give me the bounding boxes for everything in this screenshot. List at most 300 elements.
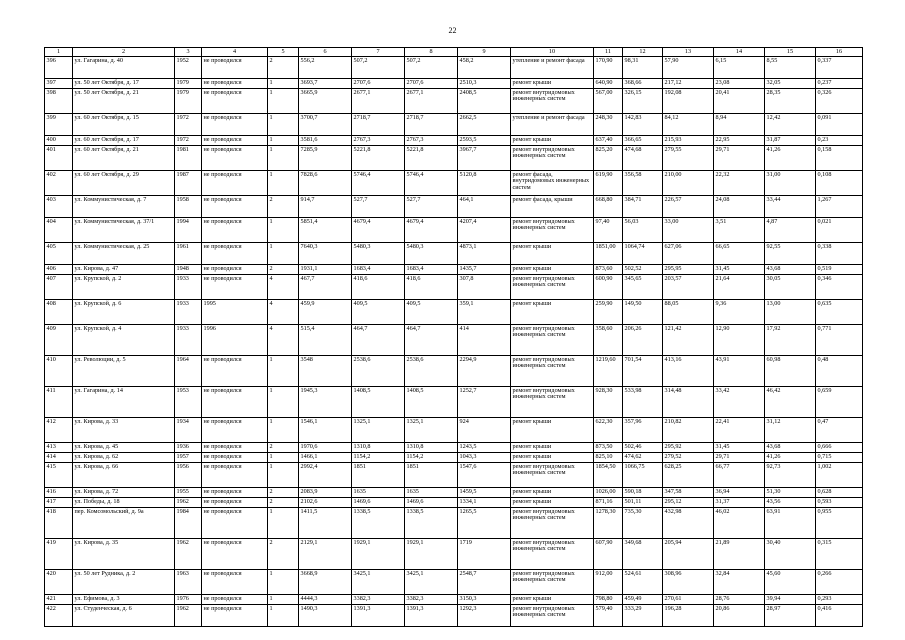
table-row [45,114,863,136]
cell-residential-area: 409,5 [405,300,458,325]
cell-floors: 1 [268,356,299,387]
table-row [45,171,863,196]
cell-fund-share: 474,68 [623,146,663,171]
cell-address: ул. 60 лет Октября, д. 21 [73,146,175,171]
cell-row-number: 418 [45,508,73,539]
cell-living-area: 2707,6 [352,79,405,89]
cell-owners-share: 12,42 [765,114,816,136]
table-row [45,275,863,300]
cell-floors: 2 [268,539,299,570]
cell-cost-per-sqm: 0,771 [816,325,863,356]
cell-private-area: 3150,3 [458,595,511,605]
cell-residential-area: 507,2 [405,57,458,79]
cell-build-year: 1933 [175,325,202,356]
table-row [45,488,863,498]
cell-build-year: 1957 [175,453,202,463]
cell-cost-per-sqm: 0,48 [816,356,863,387]
cell-municipal-share: 32,84 [714,570,765,595]
cell-private-area: 359,1 [458,300,511,325]
cell-last-repair-year: не проводился [202,196,268,218]
cell-row-number: 397 [45,79,73,89]
cell-row-number: 421 [45,595,73,605]
cell-cost-total: 1851,00 [594,243,623,265]
cell-residential-area: 464,7 [405,325,458,356]
cell-last-repair-year: не проводился [202,218,268,243]
cell-last-repair-year: не проводился [202,418,268,443]
cell-fund-share: 142,83 [623,114,663,136]
cell-living-area: 2538,6 [352,356,405,387]
cell-region-share: 217,12 [663,79,714,89]
cell-municipal-share: 31,45 [714,265,765,275]
cell-owners-share: 31,87 [765,136,816,146]
cell-region-share: 432,98 [663,508,714,539]
cell-owners-share: 41,26 [765,146,816,171]
cell-last-repair-year: не проводился [202,79,268,89]
column-number: 11 [594,48,623,57]
cell-cost-total: 579,40 [594,605,623,627]
cell-repair-type: утепление и ремонт фасада [511,57,594,79]
cell-cost-per-sqm: 0,337 [816,57,863,79]
cell-living-area: 3382,3 [352,595,405,605]
cell-address: ул. 60 лет Октября, д. 15 [73,114,175,136]
cell-living-area: 409,5 [352,300,405,325]
cell-fund-share: 333,29 [623,605,663,627]
cell-repair-type: ремонт фасада, внутридомовых инженерных систем [511,171,594,196]
cell-address: ул. Революции, д. 5 [73,356,175,387]
cell-row-number: 404 [45,218,73,243]
cell-fund-share: 345,65 [623,275,663,300]
cell-build-year: 1981 [175,146,202,171]
cell-address: ул. Кирова, д. 47 [73,265,175,275]
cell-build-year: 1933 [175,300,202,325]
cell-municipal-share: 8,94 [714,114,765,136]
cell-fund-share: 356,58 [623,171,663,196]
cell-address: ул. 60 лет Октября, д. 29 [73,171,175,196]
cell-cost-total: 600,90 [594,275,623,300]
cell-floors: 2 [268,443,299,453]
cell-floors: 1 [268,136,299,146]
cell-residential-area: 1338,5 [405,508,458,539]
column-number: 14 [714,48,765,57]
cell-build-year: 1961 [175,243,202,265]
cell-fund-share: 349,68 [623,539,663,570]
cell-last-repair-year: не проводился [202,570,268,595]
cell-owners-share: 13,00 [765,300,816,325]
cell-fund-share: 502,52 [623,265,663,275]
cell-municipal-share: 22,95 [714,136,765,146]
cell-build-year: 1976 [175,595,202,605]
cell-cost-total: 567,00 [594,89,623,114]
cell-cost-per-sqm: 0,326 [816,89,863,114]
cell-living-area: 1391,3 [352,605,405,627]
cell-residential-area: 2707,6 [405,79,458,89]
cell-fund-share: 590,18 [623,488,663,498]
cell-cost-per-sqm: 0,091 [816,114,863,136]
cell-repair-type: ремонт внутридомовых инженерных систем [511,356,594,387]
cell-private-area: 1547,6 [458,463,511,488]
cell-fund-share: 502,46 [623,443,663,453]
cell-private-area: 2294,9 [458,356,511,387]
cell-row-number: 403 [45,196,73,218]
table-row [45,79,863,89]
cell-living-area: 1154,2 [352,453,405,463]
cell-row-number: 410 [45,356,73,387]
cell-row-number: 398 [45,89,73,114]
cell-row-number: 417 [45,498,73,508]
cell-last-repair-year: 1996 [202,325,268,356]
cell-row-number: 402 [45,171,73,196]
cell-cost-total: 97,40 [594,218,623,243]
cell-municipal-share: 3,51 [714,218,765,243]
cell-municipal-share: 31,37 [714,498,765,508]
cell-owners-share: 43,56 [765,498,816,508]
cell-municipal-share: 21,89 [714,539,765,570]
cell-floors: 1 [268,79,299,89]
cell-repair-type: ремонт внутридомовых инженерных систем [511,539,594,570]
cell-floors: 1 [268,171,299,196]
cell-row-number: 420 [45,570,73,595]
cell-fund-share: 459,49 [623,595,663,605]
cell-private-area: 5120,8 [458,171,511,196]
table-row [45,218,863,243]
cell-fund-share: 524,61 [623,570,663,595]
cell-total-area: 3700,7 [299,114,352,136]
column-number: 10 [511,48,594,57]
cell-build-year: 1955 [175,488,202,498]
cell-residential-area: 1469,6 [405,498,458,508]
cell-owners-share: 30,05 [765,275,816,300]
cell-address: ул. 50 лет Октября, д. 17 [73,79,175,89]
cell-repair-type: ремонт внутридомовых инженерных систем [511,275,594,300]
cell-address: ул. Коммунистическая, д. 7 [73,196,175,218]
cell-address: ул. Кирова, д. 33 [73,418,175,443]
cell-build-year: 1936 [175,443,202,453]
cell-floors: 2 [268,57,299,79]
cell-address: ул. Кирова, д. 72 [73,488,175,498]
cell-floors: 1 [268,243,299,265]
cell-living-area: 3425,1 [352,570,405,595]
cell-last-repair-year: не проводился [202,508,268,539]
cell-municipal-share: 29,71 [714,146,765,171]
column-number: 8 [405,48,458,57]
cell-total-area: 2083,9 [299,488,352,498]
cell-owners-share: 46,42 [765,387,816,418]
cell-municipal-share: 33,42 [714,387,765,418]
cell-private-area: 4207,4 [458,218,511,243]
cell-repair-type: ремонт внутридомовых инженерных систем [511,508,594,539]
cell-living-area: 4679,4 [352,218,405,243]
cell-residential-area: 1391,3 [405,605,458,627]
cell-cost-per-sqm: 0,237 [816,79,863,89]
cell-living-area: 464,7 [352,325,405,356]
cell-living-area: 5221,8 [352,146,405,171]
cell-total-area: 7828,6 [299,171,352,196]
cell-repair-type: ремонт крыши [511,498,594,508]
cell-private-area: 1252,7 [458,387,511,418]
cell-private-area: 1292,3 [458,605,511,627]
cell-living-area: 1469,6 [352,498,405,508]
column-number: 9 [458,48,511,57]
table-row [45,196,863,218]
cell-owners-share: 92,55 [765,243,816,265]
cell-last-repair-year: не проводился [202,275,268,300]
column-number: 7 [352,48,405,57]
cell-municipal-share: 24,08 [714,196,765,218]
column-number: 16 [816,48,863,57]
cell-cost-total: 637,40 [594,136,623,146]
cell-cost-per-sqm: 0,338 [816,243,863,265]
cell-floors: 4 [268,275,299,300]
cell-living-area: 1683,4 [352,265,405,275]
cell-total-area: 2102,6 [299,498,352,508]
cell-region-share: 196,28 [663,605,714,627]
column-number: 1 [45,48,73,57]
cell-residential-area: 5480,3 [405,243,458,265]
cell-owners-share: 28,35 [765,89,816,114]
table-row [45,570,863,595]
cell-total-area: 2129,1 [299,539,352,570]
cell-fund-share: 501,11 [623,498,663,508]
cell-repair-type: ремонт фасада, крыши [511,196,594,218]
table-row [45,463,863,488]
cell-cost-total: 358,60 [594,325,623,356]
cell-total-area: 1466,1 [299,453,352,463]
cell-build-year: 1984 [175,508,202,539]
cell-municipal-share: 20,86 [714,605,765,627]
cell-fund-share: 474,62 [623,453,663,463]
cell-total-area: 7640,3 [299,243,352,265]
cell-municipal-share: 12,90 [714,325,765,356]
cell-owners-share: 92,73 [765,463,816,488]
cell-total-area: 1931,1 [299,265,352,275]
cell-cost-per-sqm: 0,955 [816,508,863,539]
cell-residential-area: 1310,8 [405,443,458,453]
cell-row-number: 408 [45,300,73,325]
cell-residential-area: 1851 [405,463,458,488]
cell-cost-per-sqm: 0,47 [816,418,863,443]
cell-repair-type: ремонт внутридомовых инженерных систем [511,325,594,356]
cell-cost-per-sqm: 0,593 [816,498,863,508]
cell-floors: 1 [268,418,299,443]
cell-cost-total: 640,90 [594,79,623,89]
column-number: 13 [663,48,714,57]
table-row [45,539,863,570]
cell-address: ул. Студенческая, д. 6 [73,605,175,627]
cell-cost-per-sqm: 1,267 [816,196,863,218]
table-row [45,387,863,418]
table-row [45,265,863,275]
cell-region-share: 279,55 [663,146,714,171]
cell-floors: 2 [268,498,299,508]
cell-fund-share: 1066,75 [623,463,663,488]
cell-last-repair-year: не проводился [202,89,268,114]
cell-region-share: 295,12 [663,498,714,508]
cell-build-year: 1948 [175,265,202,275]
cell-fund-share: 384,71 [623,196,663,218]
cell-living-area: 1929,1 [352,539,405,570]
cell-private-area: 1334,1 [458,498,511,508]
column-number: 6 [299,48,352,57]
cell-build-year: 1979 [175,79,202,89]
cell-cost-total: 912,00 [594,570,623,595]
cell-living-area: 5480,3 [352,243,405,265]
cell-address: ул. 50 лет Рудника, д. 2 [73,570,175,595]
cell-cost-per-sqm: 0,346 [816,275,863,300]
table-row [45,300,863,325]
cell-owners-share: 8,55 [765,57,816,79]
cell-region-share: 205,94 [663,539,714,570]
cell-cost-per-sqm: 0,021 [816,218,863,243]
cell-total-area: 4444,3 [299,595,352,605]
cell-repair-type: ремонт крыши [511,265,594,275]
cell-living-area: 1338,5 [352,508,405,539]
cell-floors: 1 [268,508,299,539]
column-number: 2 [73,48,175,57]
cell-municipal-share: 20,41 [714,89,765,114]
cell-owners-share: 30,40 [765,539,816,570]
cell-row-number: 413 [45,443,73,453]
cell-cost-total: 259,90 [594,300,623,325]
column-number: 5 [268,48,299,57]
cell-build-year: 1987 [175,171,202,196]
cell-total-area: 3581,6 [299,136,352,146]
cell-repair-type: ремонт крыши [511,443,594,453]
cell-residential-area: 3425,1 [405,570,458,595]
cell-private-area: 2593,5 [458,136,511,146]
cell-cost-per-sqm: 1,002 [816,463,863,488]
table-row [45,443,863,453]
cell-address: ул. Коммунистическая, д. 25 [73,243,175,265]
cell-build-year: 1963 [175,570,202,595]
cell-cost-total: 1026,00 [594,488,623,498]
cell-municipal-share: 36,94 [714,488,765,498]
cell-region-share: 215,93 [663,136,714,146]
cell-region-share: 279,52 [663,453,714,463]
cell-row-number: 405 [45,243,73,265]
cell-owners-share: 43,68 [765,443,816,453]
cell-floors: 1 [268,387,299,418]
cell-owners-share: 51,30 [765,488,816,498]
cell-repair-type: ремонт внутридомовых инженерных систем [511,89,594,114]
cell-floors: 2 [268,196,299,218]
cell-fund-share: 1064,74 [623,243,663,265]
cell-municipal-share: 23,08 [714,79,765,89]
cell-cost-total: 1854,50 [594,463,623,488]
table-row [45,453,863,463]
cell-last-repair-year: не проводился [202,387,268,418]
cell-address: ул. Кирова, д. 45 [73,443,175,453]
cell-private-area: 307,8 [458,275,511,300]
cell-residential-area: 418,6 [405,275,458,300]
cell-last-repair-year: 1995 [202,300,268,325]
cell-repair-type: утепление и ремонт фасада [511,114,594,136]
cell-total-area: 1546,1 [299,418,352,443]
cell-cost-total: 170,90 [594,57,623,79]
cell-region-share: 270,61 [663,595,714,605]
cell-row-number: 400 [45,136,73,146]
cell-address: ул. Крупской, д. 6 [73,300,175,325]
cell-fund-share: 56,03 [623,218,663,243]
cell-fund-share: 368,66 [623,79,663,89]
cell-floors: 1 [268,146,299,171]
cell-living-area: 5746,4 [352,171,405,196]
cell-row-number: 415 [45,463,73,488]
cell-cost-per-sqm: 0,659 [816,387,863,418]
cell-municipal-share: 31,45 [714,443,765,453]
cell-cost-total: 928,30 [594,387,623,418]
cell-fund-share: 98,31 [623,57,663,79]
table-row [45,57,863,79]
cell-owners-share: 28,97 [765,605,816,627]
cell-residential-area: 2538,6 [405,356,458,387]
table-row [45,498,863,508]
cell-address: ул. Гагарина, д. 14 [73,387,175,418]
cell-row-number: 399 [45,114,73,136]
cell-floors: 1 [268,114,299,136]
cell-cost-per-sqm: 0,416 [816,605,863,627]
cell-last-repair-year: не проводился [202,605,268,627]
cell-private-area: 1265,5 [458,508,511,539]
cell-living-area: 527,7 [352,196,405,218]
cell-row-number: 396 [45,57,73,79]
cell-municipal-share: 28,76 [714,595,765,605]
cell-residential-area: 1408,5 [405,387,458,418]
cell-address: ул. Кирова, д. 66 [73,463,175,488]
cell-owners-share: 32,05 [765,79,816,89]
cell-owners-share: 4,87 [765,218,816,243]
cell-cost-total: 873,60 [594,265,623,275]
cell-municipal-share: 66,77 [714,463,765,488]
cell-residential-area: 1325,1 [405,418,458,443]
cell-cost-per-sqm: 0,715 [816,453,863,463]
cell-row-number: 401 [45,146,73,171]
cell-private-area: 1459,5 [458,488,511,498]
cell-address: ул. Гагарина, д. 40 [73,57,175,79]
cell-repair-type: ремонт крыши [511,453,594,463]
cell-private-area: 2408,5 [458,89,511,114]
cell-municipal-share: 46,02 [714,508,765,539]
cell-total-area: 459,9 [299,300,352,325]
cell-cost-total: 619,90 [594,171,623,196]
cell-owners-share: 60,98 [765,356,816,387]
cell-region-share: 84,12 [663,114,714,136]
cell-floors: 1 [268,463,299,488]
cell-build-year: 1933 [175,275,202,300]
table-row [45,508,863,539]
cell-total-area: 3693,7 [299,79,352,89]
cell-region-share: 210,00 [663,171,714,196]
cell-living-area: 2767,3 [352,136,405,146]
cell-address: ул. Кирова, д. 62 [73,453,175,463]
cell-build-year: 1962 [175,605,202,627]
housing-repair-table [44,47,863,627]
cell-residential-area: 1929,1 [405,539,458,570]
cell-last-repair-year: не проводился [202,356,268,387]
cell-residential-area: 5221,8 [405,146,458,171]
cell-cost-total: 825,10 [594,453,623,463]
cell-municipal-share: 66,65 [714,243,765,265]
cell-living-area: 1325,1 [352,418,405,443]
cell-row-number: 422 [45,605,73,627]
cell-private-area: 464,1 [458,196,511,218]
cell-cost-per-sqm: 0,293 [816,595,863,605]
cell-total-area: 3668,9 [299,570,352,595]
cell-build-year: 1964 [175,356,202,387]
cell-last-repair-year: не проводился [202,243,268,265]
cell-floors: 2 [268,488,299,498]
cell-row-number: 406 [45,265,73,275]
table-row [45,325,863,356]
